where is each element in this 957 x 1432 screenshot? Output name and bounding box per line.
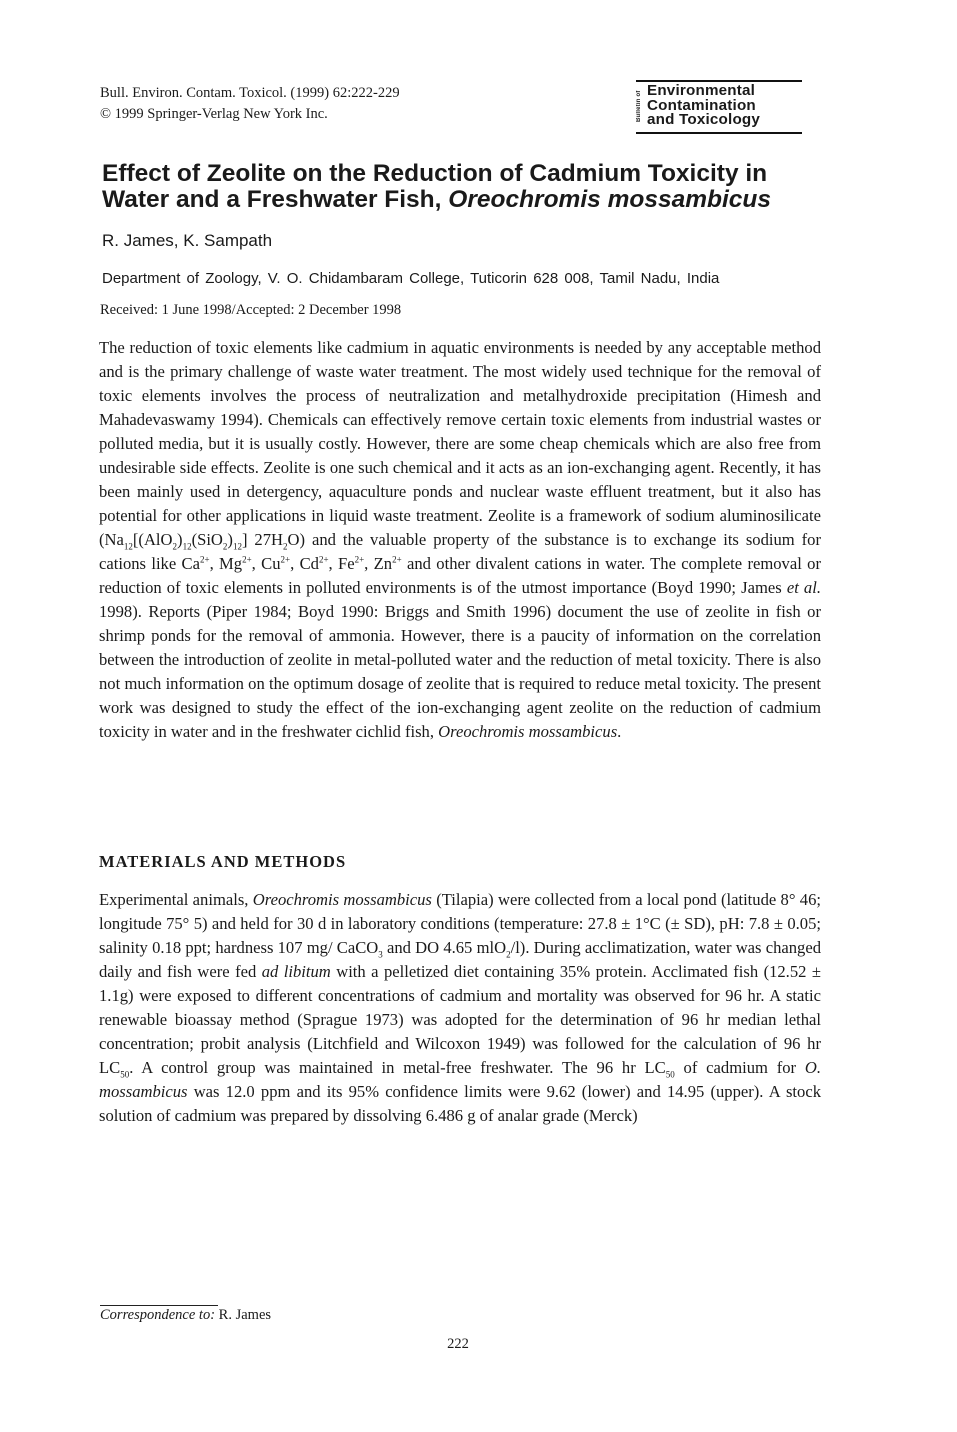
affiliation: Department of Zoology, V. O. Chidambaram College, Tuticorin 628 008, Tamil Nadu, India xyxy=(102,270,720,287)
methods-paragraph: Experimental animals, Oreochromis mossambicus (Tilapia) were collected from a local pond (latitude 8° 46; longitude 75° 5) and held for 30 d in laboratory conditions (temperature: 27.8 ± 1°C (± SD), pH: 7.8 ± 0.05; salinity 0.18 ppt; hardness 107 mg/ CaCO$_3$ and DO 4.65 mlO$_2$/l). During acclimatization, water was changed daily and fish were fed ad libitum with a pelletized diet containing 35% protein. Acclimated fish (12.52 ± 1.1g) were exposed to different concentrations of cadmium and mortality was observed for 96 hr. A static renewable bioassay method (Sprague 1973) was adopted for the determination of 96 hr median lethal concentration; probit analysis (Litchfield and Wilcoxon 1949) was followed for the calculation of 96 hr $LC_{50}$. A control group was maintained in metal-free freshwater. The 96 hr $LC_{50}$ of cadmium for O. mossambicus was 12.0 ppm and its 95% confidence limits were 9.62 (lower) and 14.95 (upper). A stock solution of cadmium was prepared by dissolving 6.486 g of analar grade (Merck) xyxy=(99,890,821,1125)
title-line: Effect of Zeolite on the Reduction of Cadmium Toxicity in xyxy=(102,160,768,187)
section-heading-materials-methods: MATERIALS AND METHODS xyxy=(99,852,347,871)
journal-logo-line: and Toxicology xyxy=(647,111,761,128)
intro-paragraph: The reduction of toxic elements like cadmium in aquatic environments is needed by any acceptable method and is the primary challenge of waste water treatment. The most widely used technique for the removal of toxic elements involves the process of neutralization and metalhydroxide precipitation (Himesh and Mahadevaswamy 1994). Chemicals can effectively remove certain toxic elements from industrial wastes or polluted media, but it is usually costly. However, there are some cheap chemicals which are also free from undesirable side effects. Zeolite is one such chemical and it acts as an ion-exchanging agent. Recently, it has been mainly used in detergency, aquaculture ponds and nuclear waste effluent treatment, but it also has potential for other applications in liquid waste treatment. Zeolite is a framework of sodium aluminosilicate ($Na_{12}[(AlO_2)_{12}(SiO_2)_{12}]$ $27H_2O$) and the valuable property of the substance is to exchange its sodium for cations like $Ca^{2+}$, $Mg^{2+}$, $Cu^{2+}$, $Cd^{2+}$, $Fe^{2+}$, $Zn^{2+}$ and other divalent cations in water. The complete removal or reduction of toxic elements in polluted environments is of the utmost importance (Boyd 1990; James et al. 1998). Reports (Piper 1984; Boyd 1990: Briggs and Smith 1996) document the use of zeolite in fish or shrimp ponds for the removal of ammonia. However, there is a paucity of information on the correlation between the introduction of zeolite in metal-polluted water and the reduction of metal toxicity. There is also not much information on the optimum dosage of zeolite that is required to reduce metal toxicity. The present work was designed to study the effect of the ion-exchanging agent zeolite on the reduction of cadmium toxicity in water and in the freshwater cichlid fish, Oreochromis mossambicus. xyxy=(99,338,821,741)
title-species: Oreochromis mossambicus xyxy=(448,186,771,213)
received-dates: Received: 1 June 1998/Accepted: 2 December 1998 xyxy=(100,302,402,318)
journal-logo-text xyxy=(647,84,760,128)
journal-logo-line: Contamination xyxy=(647,96,756,114)
authors: R. James, K. Sampath xyxy=(102,231,273,250)
footnote-divider xyxy=(100,1305,218,1306)
citation-line: Bull. Environ. Contam. Toxicol. (1999) 62:222-229 xyxy=(100,85,400,101)
journal-logo xyxy=(636,80,802,134)
title-line: Water and a Freshwater Fish, xyxy=(102,186,449,213)
journal-logo-prefix: Bulletin of xyxy=(636,90,642,122)
article-title xyxy=(102,161,862,213)
journal-logo-line: Environmental xyxy=(647,82,756,99)
citation-block xyxy=(100,83,400,125)
correspondence-footnote: Correspondence to: R. James xyxy=(100,1307,272,1323)
copyright-line: © 1999 Springer-Verlag New York Inc. xyxy=(100,106,328,122)
page-number: 222 xyxy=(447,1336,469,1352)
